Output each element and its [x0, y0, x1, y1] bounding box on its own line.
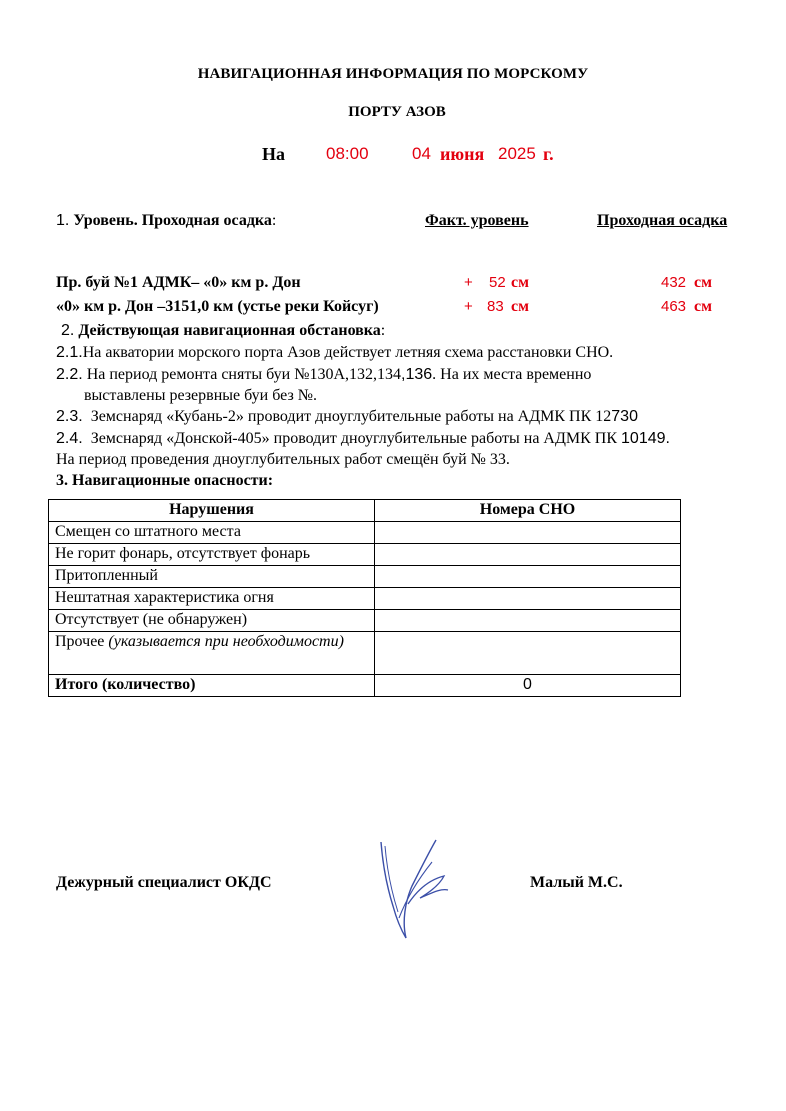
- table-row: [49, 610, 681, 632]
- signature-stroke: [408, 876, 448, 904]
- item-2-3: [56, 408, 638, 426]
- table-row: [49, 566, 681, 588]
- section2-number: 2.: [61, 322, 75, 339]
- section2-heading: [61, 322, 385, 340]
- section1-colon: :: [271, 212, 277, 229]
- violation-value: [375, 566, 681, 588]
- total-value: 0: [375, 675, 681, 697]
- report-year-suffix: г.: [543, 144, 554, 164]
- level-row-1-unit: см: [511, 274, 529, 291]
- violation-value: [375, 544, 681, 566]
- other-title: Прочее: [55, 633, 105, 650]
- violation-value: [375, 610, 681, 632]
- item-2-4: [56, 430, 670, 448]
- total-label: Итого (количество): [49, 675, 375, 697]
- item-text: На акватории морского порта Азов действует летняя схема расстановки СНО.: [82, 344, 614, 361]
- section1-title: Уровень. Проходная осадка: [73, 212, 272, 229]
- table-row-total: [49, 675, 681, 697]
- title-line-2: ПОРТУ АЗОВ: [348, 104, 446, 120]
- section1-heading: [56, 212, 276, 230]
- item-number: 2.4.: [56, 430, 83, 447]
- duty-position: Дежурный специалист ОКДС: [56, 874, 272, 891]
- level-row-2-unit: см: [511, 298, 529, 315]
- item-number: 2.2.: [56, 366, 83, 383]
- other-value: [375, 632, 681, 675]
- table-row-other: [49, 632, 681, 675]
- violation-value: [375, 522, 681, 544]
- table-row: [49, 544, 681, 566]
- draft-row-2-unit: см: [694, 298, 712, 315]
- hazards-table: [48, 499, 681, 697]
- level-row-2-location: «0» км р. Дон –3151,0 км (устье реки Койсуг): [56, 298, 379, 315]
- other-label: [49, 632, 375, 675]
- level-row-1-value: 52: [489, 274, 506, 291]
- violation-label: Смещен со штатного места: [49, 522, 375, 544]
- signature-stroke: [381, 842, 406, 938]
- section3-heading: 3. Навигационные опасности:: [56, 472, 274, 489]
- draft-row-2-value: 463: [661, 298, 687, 315]
- duty-officer-name: Малый М.С.: [530, 874, 623, 891]
- item-number: 2.3.: [56, 408, 83, 425]
- report-year: 2025: [498, 144, 536, 163]
- column-fact-level: Факт. уровень: [425, 212, 529, 229]
- violation-value: [375, 588, 681, 610]
- other-note: (указывается при необходимости): [108, 633, 344, 650]
- section1-number: 1.: [56, 212, 70, 229]
- item-2-2: [56, 366, 591, 384]
- item-number: 2.1.: [56, 344, 83, 361]
- level-row-1-location: Пр. буй №1 АДМК– «0» км р. Дон: [56, 274, 301, 291]
- title-line-1: НАВИГАЦИОННАЯ ИНФОРМАЦИЯ ПО МОРСКОМУ: [197, 66, 589, 82]
- item-text-after: . На их места временно: [432, 366, 592, 383]
- column-violations: Нарушения: [49, 500, 375, 522]
- column-draft: Проходная осадка: [597, 212, 728, 229]
- item-text: На период ремонта сняты буи №130А,132,134: [86, 366, 402, 383]
- draft-row-1-value: 432: [661, 274, 687, 291]
- item-2-2-cont: выставлены резервные буи без №.: [84, 387, 318, 404]
- level-row-2-sign: +: [464, 298, 473, 315]
- violation-label: Отсутствует (не обнаружен): [49, 610, 375, 632]
- item-text: Земснаряд «Донской-405» проводит дноуглубительные работы на АДМК ПК: [90, 430, 622, 447]
- signature-stroke: [399, 862, 432, 918]
- item-text-tail: 730: [611, 408, 638, 425]
- section2-colon: :: [380, 322, 386, 339]
- report-day: 04: [412, 144, 431, 163]
- violation-label: Не горит фонарь, отсутствует фонарь: [49, 544, 375, 566]
- violation-label: Нештатная характеристика огня: [49, 588, 375, 610]
- date-prefix: На: [262, 144, 286, 164]
- level-row-2-value: 83: [487, 298, 504, 315]
- column-sno-numbers: Номера СНО: [375, 500, 681, 522]
- item-text-tail: ,136: [401, 366, 433, 383]
- item-2-4-cont: На период проведения дноуглубительных работ смещён буй № 33.: [56, 451, 510, 468]
- section2-title: Действующая навигационная обстановка: [78, 322, 381, 339]
- signature: [372, 832, 462, 944]
- item-text: Земснаряд «Кубань-2» проводит дноуглубительные работы на АДМК ПК 12: [90, 408, 612, 425]
- level-row-1-sign: +: [464, 274, 473, 291]
- draft-row-1-unit: см: [694, 274, 712, 291]
- violation-label: Притопленный: [49, 566, 375, 588]
- table-row: [49, 522, 681, 544]
- table-header-row: [49, 500, 681, 522]
- report-time: 08:00: [326, 144, 369, 163]
- table-row: [49, 588, 681, 610]
- report-month: июня: [440, 144, 485, 164]
- item-text-tail: 10149.: [621, 430, 670, 447]
- item-2-1: [56, 344, 613, 362]
